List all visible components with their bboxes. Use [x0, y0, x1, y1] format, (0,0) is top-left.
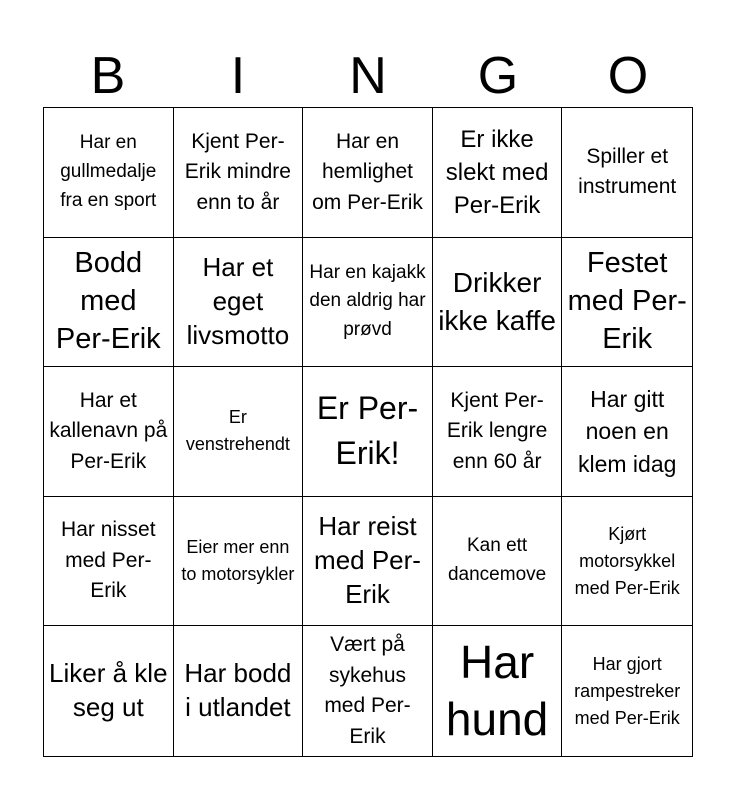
cell-text: Kjent Per-Erik lengre enn 60 år: [446, 388, 548, 473]
cell-text: Har et eget livsmotto: [186, 252, 290, 350]
bingo-cell[interactable]: [174, 367, 304, 497]
header-letter-n: N: [349, 47, 387, 105]
bingo-cell[interactable]: [433, 108, 563, 238]
cell-text: Festet med Per-Erik: [567, 247, 687, 355]
cell-text: Vært på sykehus med Per-Erik: [324, 633, 411, 748]
cell-text: Har et kallenavn på Per-Erik: [49, 388, 168, 473]
header-letter-b: B: [90, 47, 126, 105]
bingo-cell[interactable]: [562, 238, 692, 368]
bingo-cell[interactable]: [303, 238, 433, 368]
cell-text: Har nisset med Per-Erik: [61, 518, 156, 603]
bingo-cell[interactable]: [562, 108, 692, 238]
header-letter-g: G: [477, 47, 519, 105]
bingo-cell[interactable]: [174, 497, 304, 627]
bingo-cell[interactable]: [44, 238, 174, 368]
bingo-cell[interactable]: [44, 497, 174, 627]
cell-text: Er ikke slekt med Per-Erik: [445, 125, 549, 219]
bingo-cell[interactable]: [562, 367, 692, 497]
bingo-cell[interactable]: [44, 108, 174, 238]
cell-text: Kjørt motorsykkel med Per-Erik: [574, 523, 680, 598]
bingo-cell[interactable]: [303, 108, 433, 238]
cell-text: Har gjort rampestreker med Per-Erik: [574, 653, 681, 728]
bingo-cell[interactable]: [562, 626, 692, 756]
header-letter-o: O: [607, 47, 649, 105]
bingo-cell[interactable]: [44, 367, 174, 497]
cell-text: Liker å kle seg ut: [49, 658, 168, 723]
bingo-cell[interactable]: [562, 497, 692, 627]
cell-text: Har hund: [445, 635, 549, 746]
cell-text: Eier mer enn to motorsykler: [181, 537, 295, 585]
cell-text: Kjent Per-Erik mindre enn to år: [184, 129, 291, 214]
cell-text: Bodd med Per-Erik: [55, 247, 161, 355]
cell-text: Kan ett dancemove: [447, 535, 547, 586]
cell-text: Er Per-Erik!: [316, 390, 419, 472]
cell-text: Har reist med Per-Erik: [314, 511, 421, 609]
bingo-cell[interactable]: [433, 626, 563, 756]
bingo-cell[interactable]: [174, 108, 304, 238]
cell-text: Er venstrehendt: [185, 407, 290, 455]
bingo-cell[interactable]: [433, 497, 563, 627]
bingo-cell[interactable]: [303, 497, 433, 627]
bingo-cell[interactable]: [433, 367, 563, 497]
bingo-cell[interactable]: [174, 238, 304, 368]
cell-text: Har en gullmedalje fra en sport: [60, 131, 157, 211]
cell-text: Har bodd i utlandet: [184, 658, 292, 723]
cell-text: Har gitt noen en klem idag: [577, 385, 677, 477]
bingo-cell[interactable]: [174, 626, 304, 756]
bingo-grid: [43, 107, 693, 757]
cell-text: Har en hemlighet om Per-Erik: [312, 129, 423, 214]
cell-text: Spiller et instrument: [578, 144, 677, 199]
bingo-cell[interactable]: [303, 626, 433, 756]
bingo-cell[interactable]: [433, 238, 563, 368]
bingo-cell[interactable]: [44, 626, 174, 756]
cell-text: Drikker ikke kaffe: [438, 267, 556, 336]
bingo-cell[interactable]: [303, 367, 433, 497]
cell-text: Har en kajakk den aldrig har prøvd: [309, 261, 426, 341]
bingo-header: [43, 44, 693, 108]
header-letter-i: I: [230, 47, 246, 105]
